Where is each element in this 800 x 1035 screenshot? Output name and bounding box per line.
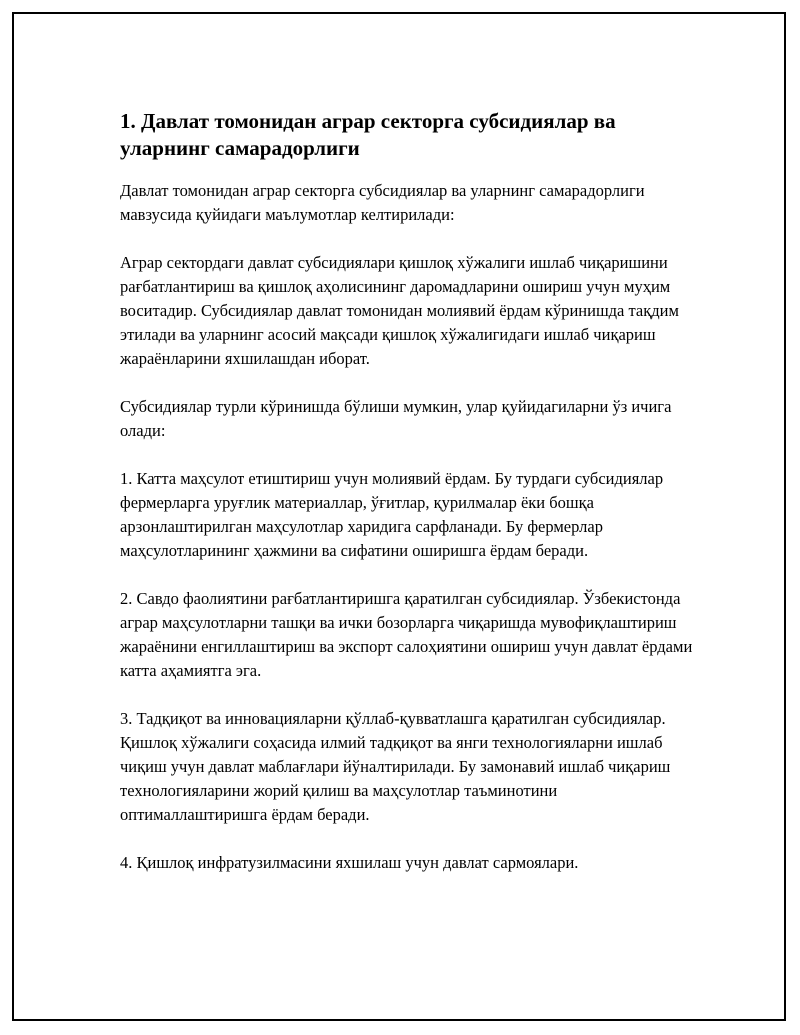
list-item-infrastructure-investment: 4. Қишлоқ инфратузилмасини яхшилаш учун давлат сармоялари. bbox=[120, 853, 579, 872]
list-item-trade-subsidies: 2. Савдо фаолиятини рағбатлантиришга қаратилган субсидиялар. Ўзбекистонда аграр маҳсулотларни ташқи ва ички бозорларга чиқаришда мувофиқлаштириш жараёнини енгиллаштириш ва экспорт салоҳиятини ошириш учун давлат ёрдами катта аҳамиятга эга. bbox=[120, 589, 693, 680]
intro-paragraph: Давлат томонидан аграр секторга субсидиялар ва уларнинг самарадорлиги мавзусида қуйидаги маълумотлар келтирилади: bbox=[120, 181, 645, 224]
list-item-production-aid: 1. Катта маҳсулот етиштириш учун молиявий ёрдам. Бу турдаги субсидиялар фермерларга уруғлик материаллар, ўғитлар, қурилмалар ёки бошқа арзонлаштирилган маҳсулотлар харидига сарфланади. Бу фермерлар маҳсулотларининг ҳажмини ва сифатини оширишга ёрдам беради. bbox=[120, 469, 664, 560]
page-frame bbox=[12, 12, 786, 1021]
subsidy-types-intro-paragraph: Субсидиялар турли кўринишда бўлиши мумкин, улар қуйидагиларни ўз ичига олади: bbox=[120, 397, 672, 440]
document-body bbox=[120, 108, 695, 899]
subsidy-purpose-paragraph: Аграр сектордаги давлат субсидиялари қишлоқ хўжалиги ишлаб чиқаришини рағбатлантириш ва қишлоқ аҳолисининг даромадларини ошириш учун муҳим воситадир. Субсидиялар давлат томонидан молиявий ёрдам кўринишда тақдим этилади ва уларнинг асосий мақсади қишлоқ хўжалигидаги ишлаб чиқариш жараёнларини яхшилашдан иборат. bbox=[120, 253, 679, 368]
section-heading: 1. Давлат томонидан аграр секторга субсидиялар ва уларнинг самарадорлиги bbox=[120, 109, 616, 160]
list-item-research-subsidies: 3. Тадқиқот ва инновацияларни қўллаб-қувватлашга қаратилган субсидиялар. Қишлоқ хўжалиги соҳасида илмий тадқиқот ва янги технологияларни ишлаб чиқиш учун давлат маблағлари йўналтирилади. Бу замонавий ишлаб чиқариш технологияларини жорий қилиш ва маҳсулотлар таъминотини оптималлаштиришга ёрдам беради. bbox=[120, 709, 671, 824]
